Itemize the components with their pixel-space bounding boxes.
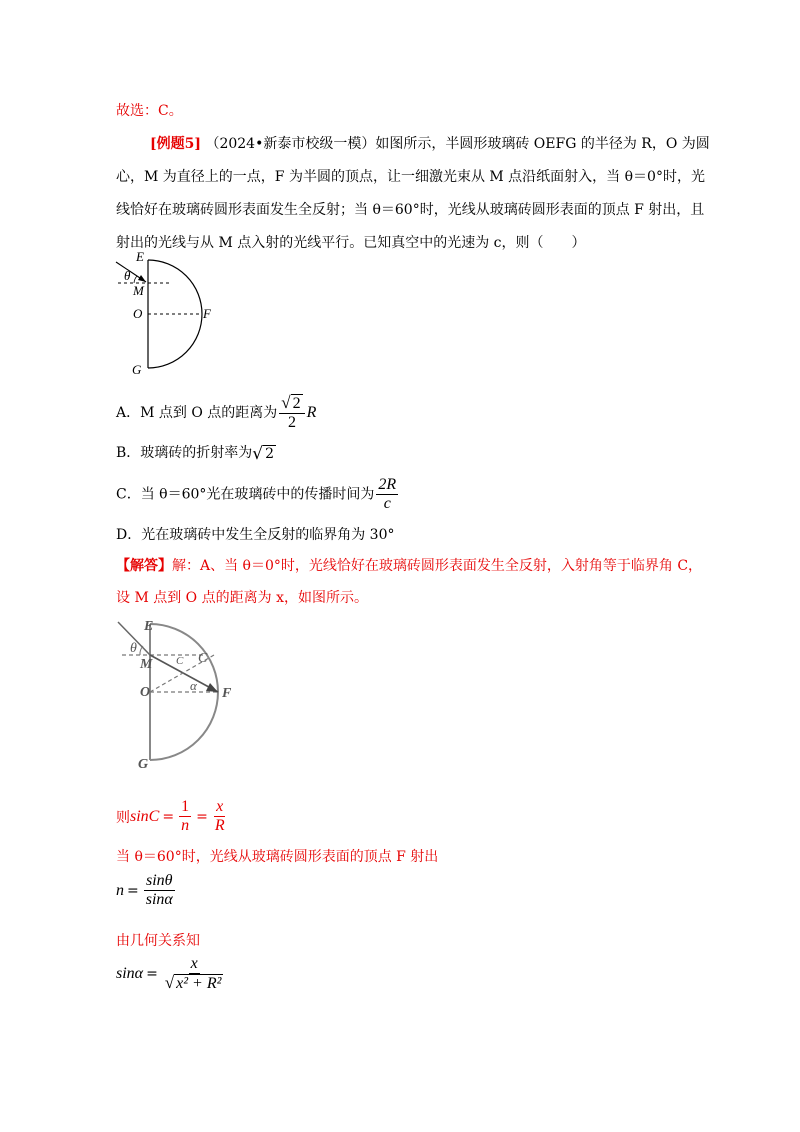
- eq1-prefix: 则: [116, 809, 130, 826]
- eq1-f2-num: x: [216, 798, 224, 815]
- label-m: M: [133, 283, 144, 298]
- option-a: A．M 点到 O 点的距离为 √ 2 2 R: [116, 393, 317, 431]
- label-f: F: [203, 306, 211, 321]
- solution-line-1: [116, 555, 702, 575]
- example-line-2: 心，M 为直径上的一点，F 为半圆的顶点，让一细激光束从 M 点沿纸面射入，当 θ＝0°时，光: [116, 169, 705, 185]
- semicircle-figure-2: [110, 612, 250, 774]
- option-b-text: B．玻璃砖的折射率为: [116, 445, 253, 461]
- option-b-root: 2: [265, 446, 275, 462]
- eq3-num: x: [190, 955, 198, 972]
- equation-n: n = $\frac{\sin\theta}{\sin\alpha}$: [116, 872, 173, 908]
- eq1-f1-num: 1: [181, 798, 190, 815]
- previous-answer: 故选：C。: [116, 103, 183, 119]
- label-theta-2: θ: [130, 641, 137, 656]
- theta-arc-2: [140, 646, 143, 655]
- theta-arc: [134, 276, 137, 283]
- eq3-den: x² + R²: [176, 975, 222, 992]
- example-line-1: [150, 133, 710, 153]
- example-line-4: 射出的光线与从 M 点入射的光线平行。已知真空中的光速为 c，则（ ）: [116, 235, 586, 251]
- option-c-text: C．当 θ＝60°光在玻璃砖中的传播时间为: [116, 486, 375, 503]
- option-c-den: c: [383, 495, 391, 512]
- label-f-2: F: [222, 686, 232, 701]
- solution-text-1: 解：A、当 θ＝0°时，光线恰好在玻璃砖圆形表面发生全反射，入射角等于临界角 C，: [172, 558, 703, 574]
- option-a-text: A．M 点到 O 点的距离为: [116, 405, 278, 421]
- option-a-root: 2: [292, 395, 301, 412]
- eq2-den: sinα: [145, 891, 173, 908]
- label-m-2: M: [140, 657, 153, 672]
- label-c: C: [198, 651, 208, 666]
- solution-line-2: 设 M 点到 O 点的距离为 x，如图所示。: [116, 590, 368, 606]
- example-text-1: （2024•新泰市校级一模）如图所示，半圆形玻璃砖 OEFG 的半径为 R，O 为圆: [205, 136, 710, 152]
- solution-line-4: 由几何关系知: [116, 933, 200, 949]
- ray-arrowhead-f: [206, 683, 218, 692]
- option-a-den: 2: [287, 414, 296, 431]
- equation-sin-alpha: sinα = x √ x² + R²: [116, 955, 222, 992]
- label-c-small: C: [176, 655, 184, 667]
- label-e-2: E: [144, 619, 154, 634]
- eq2-num: sinθ: [146, 872, 173, 889]
- label-o: O: [133, 306, 143, 321]
- eq2-lhs: n: [116, 881, 124, 899]
- eq1-f1-den: n: [181, 817, 190, 834]
- option-a-tail: R: [306, 404, 317, 421]
- label-o-2: O: [140, 685, 151, 700]
- eq1-f2-den: R: [214, 817, 225, 834]
- example-line-3: 线恰好在玻璃砖圆形表面发生全反射；当 θ＝60°时，光线从玻璃砖圆形表面的顶点 F 射出，且: [116, 202, 705, 218]
- semicircle-figure-1: [110, 252, 220, 380]
- refracted-ray-to-f: [150, 655, 218, 692]
- solution-line-3: 当 θ＝60°时，光线从玻璃砖圆形表面的顶点 F 射出: [116, 849, 439, 865]
- equation-sin-c: 则 sinC = $\frac{1}{n}$ = $\frac{x}{R}$: [116, 798, 225, 834]
- option-b: B．玻璃砖的折射率为 √ 2: [116, 444, 275, 464]
- label-alpha: α: [190, 678, 197, 693]
- option-c-num: 2R: [378, 476, 397, 493]
- label-theta: θ: [124, 268, 131, 283]
- solution-tag: 【解答】: [116, 558, 172, 574]
- label-e: E: [136, 252, 144, 264]
- ray-arrowhead: [138, 275, 146, 282]
- label-g-2: G: [138, 757, 149, 772]
- label-g: G: [132, 362, 142, 377]
- option-c: [116, 476, 400, 513]
- option-d: D．光在玻璃砖中发生全反射的临界角为 30°: [116, 527, 395, 543]
- eq1-lhs: sinC: [130, 807, 160, 825]
- eq3-lhs: sinα: [116, 965, 144, 982]
- example-tag: [例题5]: [150, 136, 201, 152]
